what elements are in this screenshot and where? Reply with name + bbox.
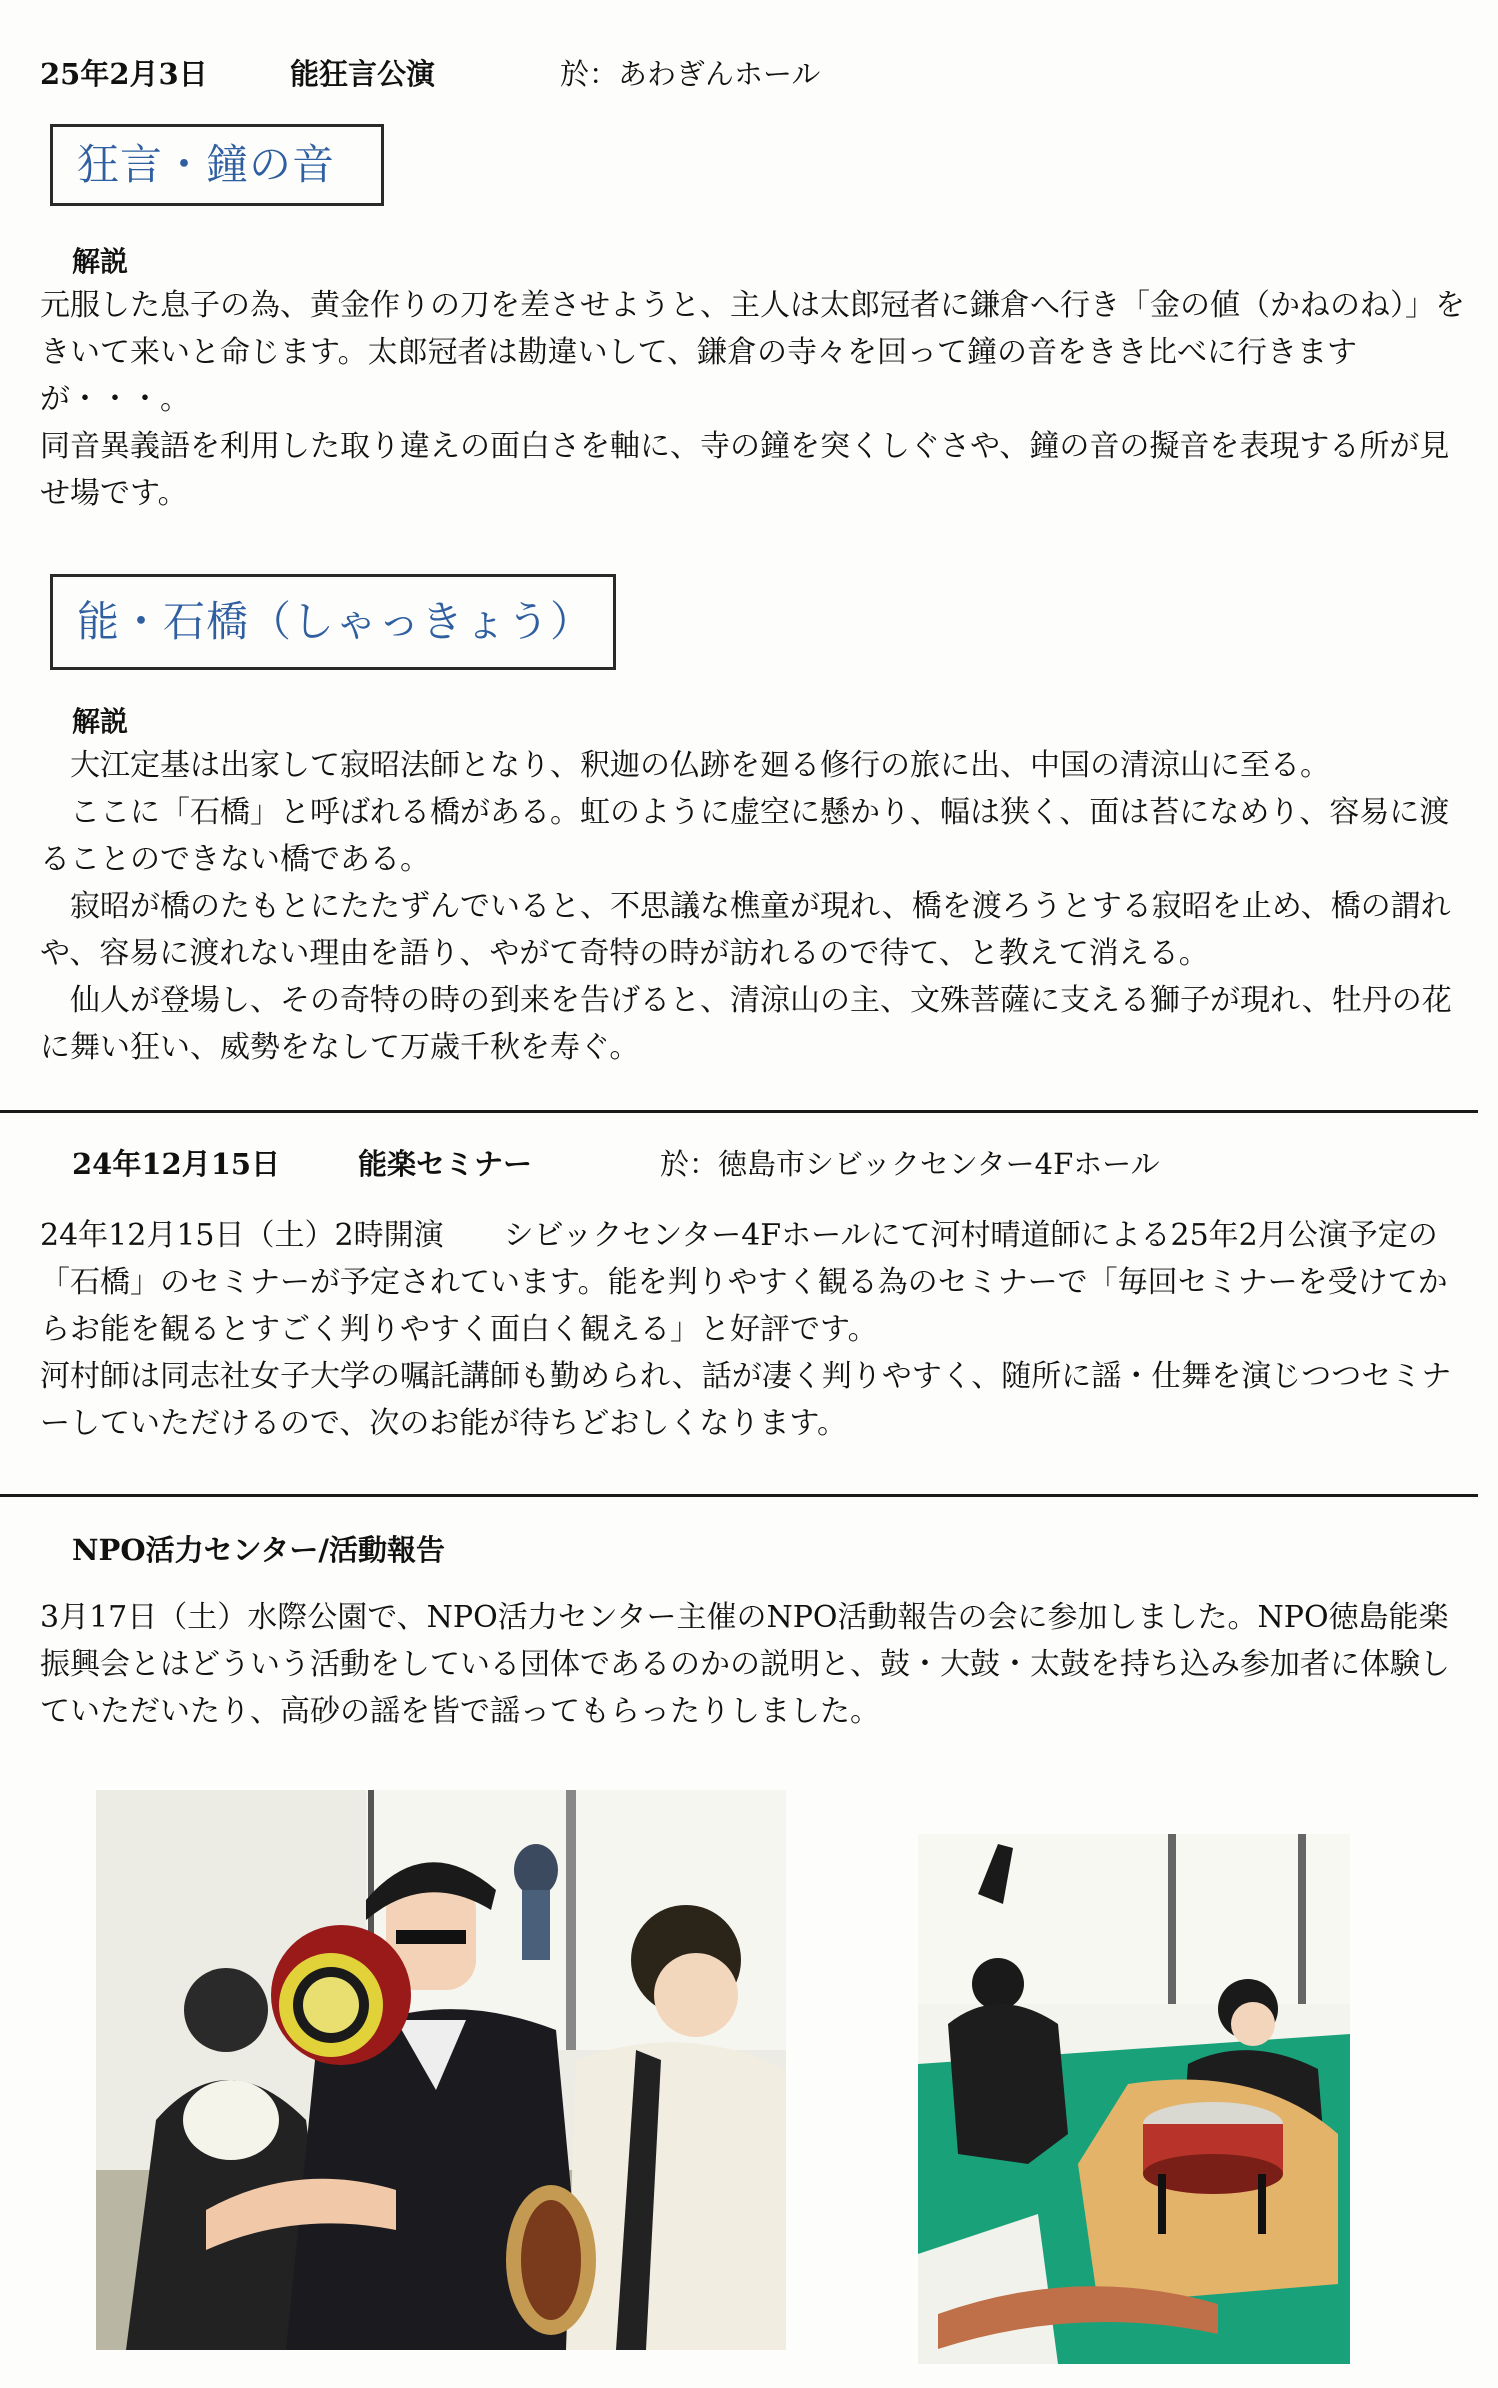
event3-heading: NPO活力センター/活動報告 bbox=[72, 1533, 446, 1567]
event1-date: 25年2月3日 bbox=[40, 57, 208, 91]
event1-venue: 於：あわぎんホール bbox=[560, 57, 821, 91]
noh-title-box bbox=[50, 574, 616, 670]
noh-label: 解説 bbox=[72, 705, 129, 738]
kyogen-label: 解説 bbox=[72, 245, 129, 278]
kyogen-title-box bbox=[50, 124, 384, 206]
event1-name: 能狂言公演 bbox=[290, 57, 436, 91]
divider-2 bbox=[0, 1494, 1478, 1497]
noh-title: 能・石橋（しゃっきょう） bbox=[77, 597, 594, 646]
event2-date: 24年12月15日 bbox=[72, 1147, 281, 1181]
event2-venue: 於：徳島市シビックセンター4Fホール bbox=[660, 1147, 1160, 1181]
noh-description: 大江定基は出家して寂昭法師となり、釈迦の仏跡を廻る修行の旅に出、中国の清涼山に至る。 ここに「石橋」と呼ばれる橋がある。虹のように虚空に懸かり、幅は狭く、面は苔になめり、容易に渡ることのできない橋である。 寂昭が橋のたもとにたたずんでいると、不思議な樵童が現れ、橋を渡ろうとする寂昭を止め、橋の謂れや、容易に渡れない理由を語り、やがて奇特の時が訪れるので待て、と教えて消える。 仙人が登場し、その奇特の時の到来を告げると、清涼山の主、文殊菩薩に支える獅子が現れ、牡丹の花に舞い狂い、威勢をなして万歳千秋を寿ぐ。 bbox=[40, 748, 1452, 1065]
divider-1 bbox=[0, 1110, 1478, 1113]
kyogen-title: 狂言・鐘の音 bbox=[77, 140, 336, 189]
event3-description: 3月17日（土）水際公園で、NPO活力センター主催のNPO活動報告の会に参加しました。NPO徳島能楽振興会とはどういう活動をしている団体であるのかの説明と、鼓・大鼓・太鼓を持ち込み参加者に体験していただいたり、高砂の謡を皆で謡ってもらったりしました。 bbox=[40, 1600, 1450, 1729]
kyogen-description: 元服した息子の為、黄金作りの刀を差させようと、主人は太郎冠者に鎌倉へ行き「金の値（かねのね）」をきいて来いと命じます。太郎冠者は勘違いして、鎌倉の寺々を回って鐘の音をきき比べに行きますが・・・。 同音異義語を利用した取り違えの面白さを軸に、寺の鐘を突くしぐさや、鐘の音の擬音を表現する所が見せ場です。 bbox=[40, 288, 1465, 511]
photo-right-illustration bbox=[918, 1834, 1350, 2364]
event2-description: 24年12月15日（土）2時開演 シビックセンター4Fホールにて河村晴道師による25年2月公演予定の「石橋」のセミナーが予定されています。能を判りやすく観る為のセミナーで「毎回セミナーを受けてからお能を観るとすごく判りやすく面白く観える」と好評です。 河村師は同志社女子大学の嘱託講師も勤められ、話が凄く判りやすく、随所に謡・仕舞を演じつつセミナーしていただけるので、次のお能が待ちどおしくなります。 bbox=[40, 1218, 1452, 1441]
photo-left-illustration bbox=[96, 1790, 786, 2350]
event2-name: 能楽セミナー bbox=[358, 1147, 533, 1181]
photo-drum-workshop-right bbox=[918, 1834, 1350, 2364]
photo-drum-workshop-left bbox=[96, 1790, 786, 2350]
